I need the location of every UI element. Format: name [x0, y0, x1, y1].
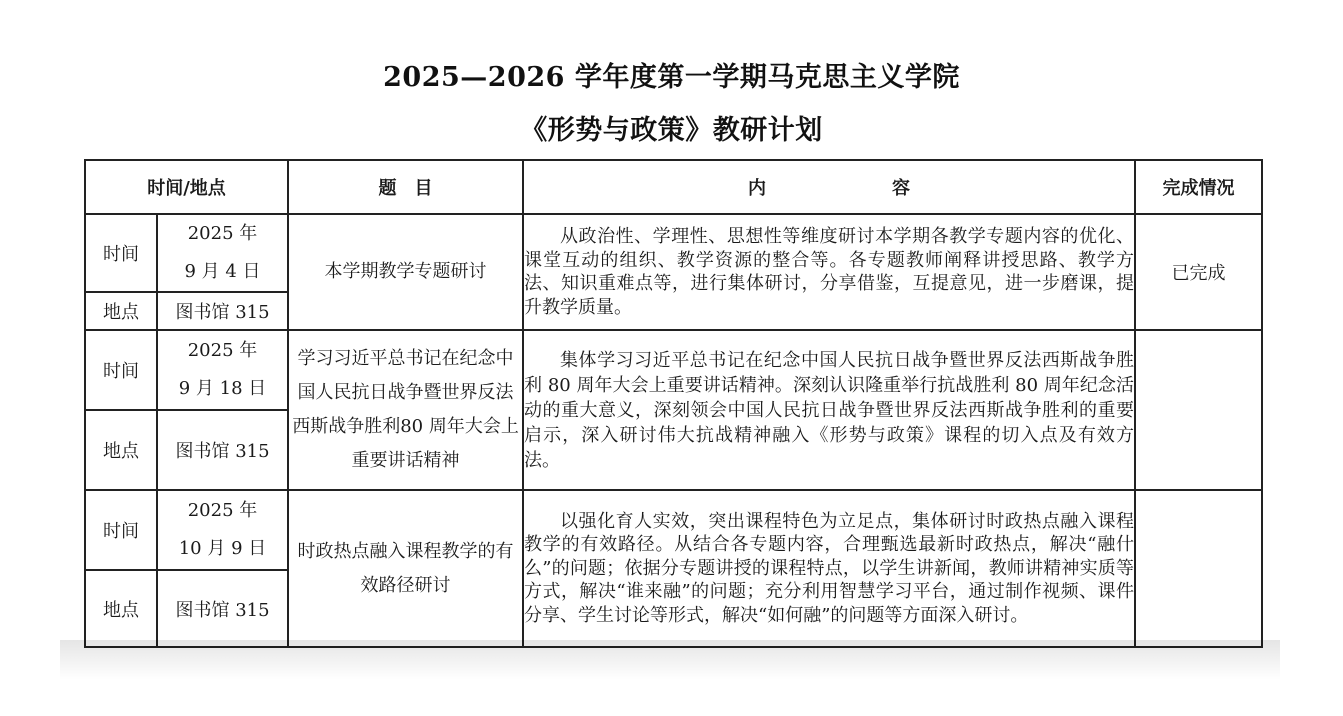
content-cell: 以强化育人实效，突出课程特色为立足点，集体研讨时政热点融入课程教学的有效路径。从结合各专题内容，合理甄选最新时政热点，解决“融什么”的问题；依据分专题讲授的课程特点，以学生讲新闻，教师讲精神实质等方式，解决“谁来融”的问题；充分利用智慧学习平台，通过制作视频、课件分享、学生讨论等形式，解决“如何融”的问题等方面深入研讨。 [523, 490, 1135, 647]
date-day: 9 月 4 日 [184, 261, 261, 282]
status-cell [1135, 330, 1262, 490]
header-topic: 题 目 [288, 160, 523, 214]
topic-cell: 本学期教学专题研讨 [288, 214, 523, 330]
time-label: 时间 [85, 490, 157, 570]
location-cell: 图书馆 315 [157, 410, 288, 490]
topic-cell: 学习习近平总书记在纪念中国人民抗日战争暨世界反法西斯战争胜利80 周年大会上重要讲话精神 [288, 330, 523, 490]
content-cell: 集体学习习近平总书记在纪念中国人民抗日战争暨世界反法西斯战争胜利 80 周年大会上重要讲话精神。深刻认识隆重举行抗战胜利 80 周年纪念活动的重大意义，深刻领会中国人民抗日战争暨世界反法西斯战争胜利的重要启示，深入研讨伟大抗战精神融入《形势与政策》课程的切入点及有效方法。 [523, 330, 1135, 490]
time-label: 时间 [85, 330, 157, 410]
topic-cell: 时政热点融入课程教学的有效路径研讨 [288, 490, 523, 647]
place-label: 地点 [85, 570, 157, 647]
place-label: 地点 [85, 410, 157, 490]
date-year: 2025 年 [187, 223, 258, 244]
date-cell [157, 214, 288, 292]
table-row [85, 214, 1262, 292]
header-content: 内 容 [523, 160, 1135, 214]
table-row [85, 330, 1262, 410]
plan-table [84, 159, 1263, 648]
document-title-line-1: 2025—2026 学年度第一学期马克思主义学院 [383, 62, 960, 93]
place-label: 地点 [85, 292, 157, 330]
document-title-line-2: 《形势与政策》教研计划 [520, 115, 823, 146]
location-cell: 图书馆 315 [157, 570, 288, 647]
date-year: 2025 年 [187, 340, 258, 361]
date-year: 2025 年 [187, 500, 258, 521]
date-day: 10 月 9 日 [178, 538, 267, 559]
date-cell [157, 330, 288, 410]
time-label: 时间 [85, 214, 157, 292]
content-cell: 从政治性、学理性、思想性等维度研讨本学期各教学专题内容的优化、课堂互动的组织、教学资源的整合等。各专题教师阐释讲授思路、教学方法、知识重难点等，进行集体研讨，分享借鉴，互提意见，进一步磨课，提升教学质量。 [523, 214, 1135, 330]
table-header-row [85, 160, 1262, 214]
date-day: 9 月 18 日 [178, 378, 267, 399]
status-cell [1135, 490, 1262, 647]
location-cell: 图书馆 315 [157, 292, 288, 330]
header-time-place: 时间/地点 [85, 160, 288, 214]
header-status: 完成情况 [1135, 160, 1262, 214]
page-bottom-shadow [60, 640, 1280, 680]
table-row [85, 490, 1262, 570]
date-cell [157, 490, 288, 570]
status-cell: 已完成 [1135, 214, 1262, 330]
